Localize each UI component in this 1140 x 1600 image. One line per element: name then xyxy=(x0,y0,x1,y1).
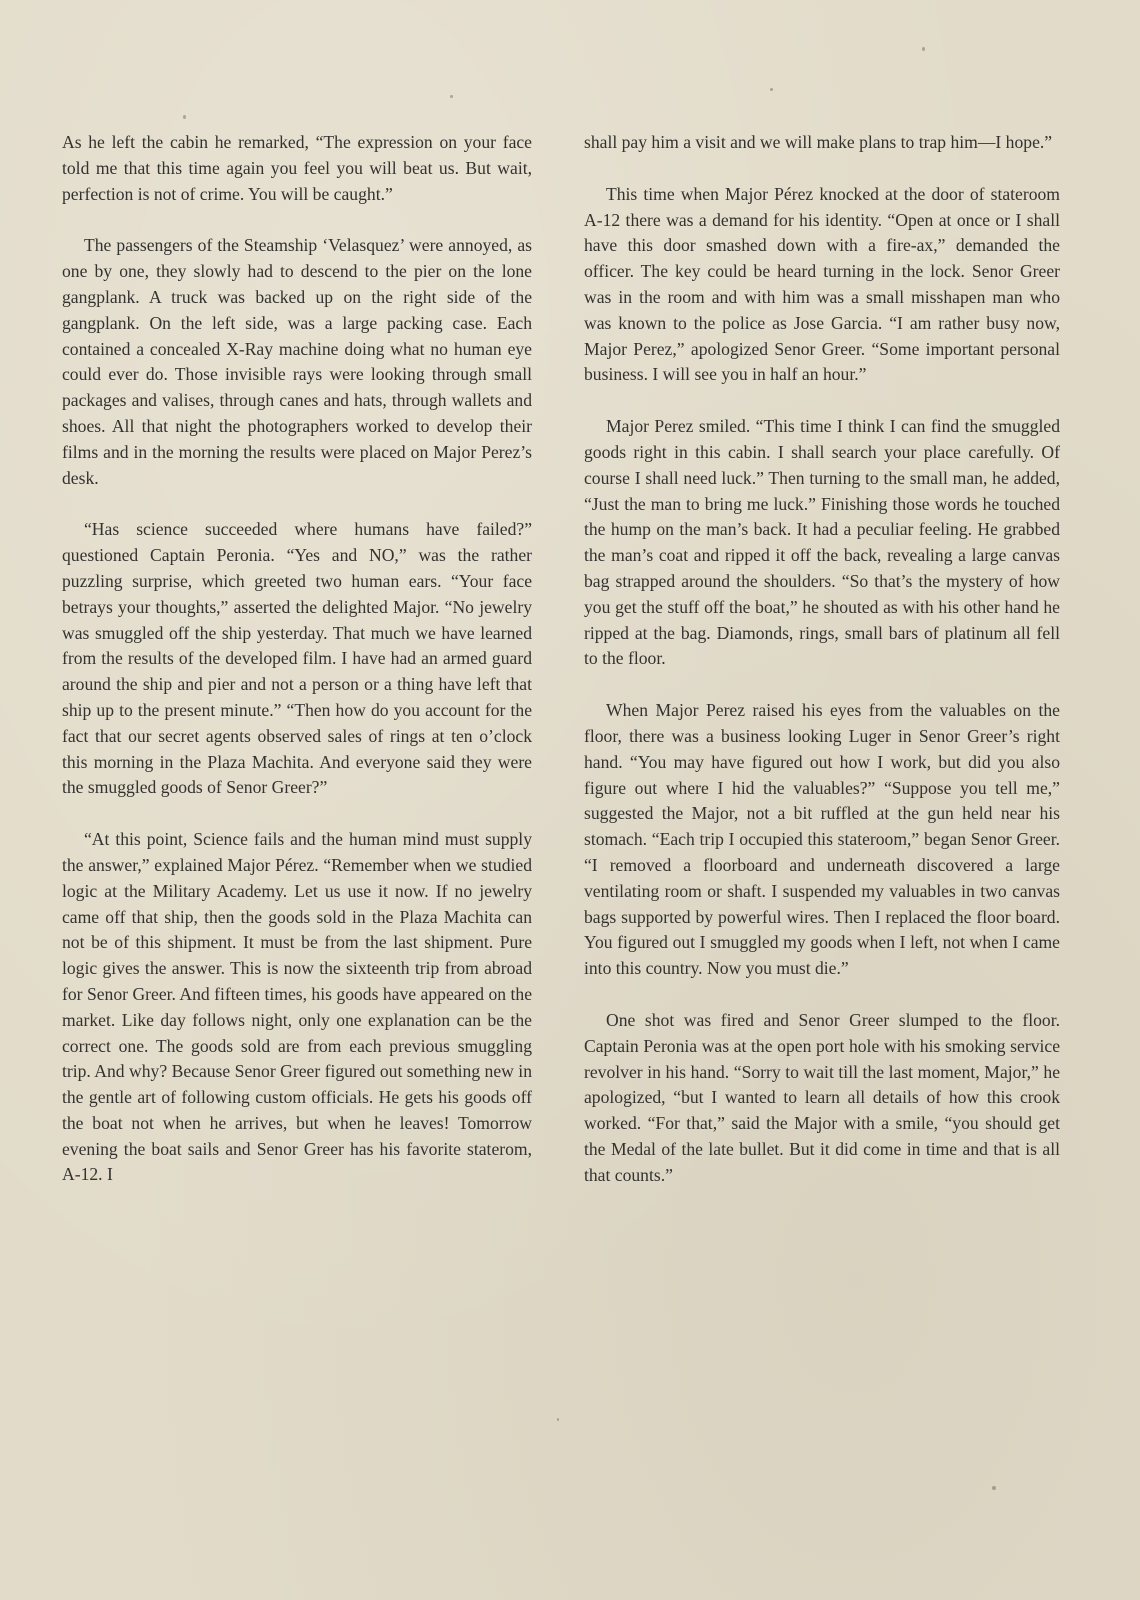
paper-speck xyxy=(1005,838,1008,841)
paragraph: The passengers of the Steamship ‘Velasquez’ were annoyed, as one by one, they slowly had to descend to the pier on the lone gangplank. A truck was backed up on the right side of the gangplank. On the left side, was a large packing case. Each contained a concealed X-Ray machine doing what no human eye could ever do. Those invisible rays were looking through small packages and valises, through canes and hats, through wallets and shoes. All that night the photographers worked to develop their films and in the morning the results were placed on Major Perez’s desk. xyxy=(62,235,532,488)
paragraph: One shot was fired and Senor Greer slumped to the floor. Captain Peronia was at the open port hole with his smoking service revolver in his hand. “Sorry to wait till the last moment, Major,” he apologized, “but I wanted to learn all details of how this crook worked. “For that,” said the Major with a smile, “you should get the Medal of the late bullet. But it did come in time and that is all that counts.” xyxy=(584,1009,1060,1185)
paragraph: This time when Major Pérez knocked at the door of stateroom A-12 there was a demand for his identity. “Open at once or I shall have this door smashed down with a fire-ax,” demanded the officer. The key could be heard turning in the lock. Senor Greer was in the room and with him was a small misshapen man who was known to the police as Jose Garcia. “I am rather busy now, Major Perez,” apologized Senor Greer. “Some important personal business. I will see you in half an hour.” xyxy=(584,183,1060,385)
paragraph: As he left the cabin he remarked, “The expression on your face told me that this time again you feel you will beat us. But wait, perfection is not of crime. You will be caught.” xyxy=(62,132,532,204)
paper-speck xyxy=(922,47,925,51)
paragraph: When Major Perez raised his eyes from the valuables on the floor, there was a business looking Luger in Senor Greer’s right hand. “You may have figured out how I work, but did you also figure out where I hid the valuables?” “Suppose you tell me,” suggested the Major, not a bit ruffled at the gun held near his stomach. “Each trip I occupied this stateroom,” began Senor Greer. “I removed a floorboard and underneath discovered a large ventilating room or shaft. I suspended my valuables in two canvas bags supported by powerful wires. Then I replaced the floor board. You figured out I smuggled my goods when I left, not when I came into this country. Now you must die.” xyxy=(584,700,1060,979)
paper-speck xyxy=(992,1486,996,1490)
right-column xyxy=(584,130,1060,1214)
left-column xyxy=(62,130,532,1214)
paragraph: Major Perez smiled. “This time I think I can find the smuggled goods right in this cabin. I shall search your place carefully. Of course I shall need luck.” Then turning to the small man, he added, “Just the man to bring me luck.” Finishing those words he touched the hump on the man’s back. It had a peculiar feeling. He grabbed the man’s coat and ripped it off the back, revealing a large canvas bag strapped around the shoulders. “So that’s the mystery of how you get the stuff off the boat,” he shouted as with his other hand he ripped at the bag. Diamonds, rings, small bars of platinum all fell to the floor. xyxy=(584,416,1060,669)
paragraph: “Has science succeeded where humans have failed?” questioned Captain Peronia. “Yes and NO,” was the rather puzzling surprise, which greeted two human ears. “Your face betrays your thoughts,” asserted the delighted Major. “No jewelry was smuggled off the ship yesterday. That much we have learned from the results of the developed film. I have had an armed guard around the ship and pier and not a person or a thing have left that ship up to the present minute.” “Then how do you account for the fact that our secret agents observed sales of rings at ten o’clock this morning in the Plaza Machita. And everyone said they were the smuggled goods of Senor Greer?” xyxy=(62,519,532,798)
paragraph: “At this point, Science fails and the human mind must supply the answer,” explained Major Pérez. “Remember when we studied logic at the Military Academy. Let us use it now. If no jewelry came off that ship, then the goods sold in the Plaza Machita can not be of this shipment. It must be from the last shipment. Pure logic gives the answer. This is now the sixteenth trip from abroad for Senor Greer. And fifteen times, his goods have appeared on the market. Like day follows night, only one explanation can be the correct one. The goods sold are from each previous smuggling trip. And why? Because Senor Greer figured out something new in the gentle art of following custom officials. He gets his goods off the boat not when he arrives, but when he leaves! Tomorrow evening the boat sails and Senor Greer has his favorite staterom, A-12. I xyxy=(62,829,532,1185)
paper-speck xyxy=(557,1418,559,1421)
paper-speck xyxy=(770,88,773,91)
paragraph: shall pay him a visit and we will make plans to trap him—I hope.” xyxy=(584,132,1053,152)
paper-speck xyxy=(183,115,186,119)
paper-speck xyxy=(450,95,453,98)
